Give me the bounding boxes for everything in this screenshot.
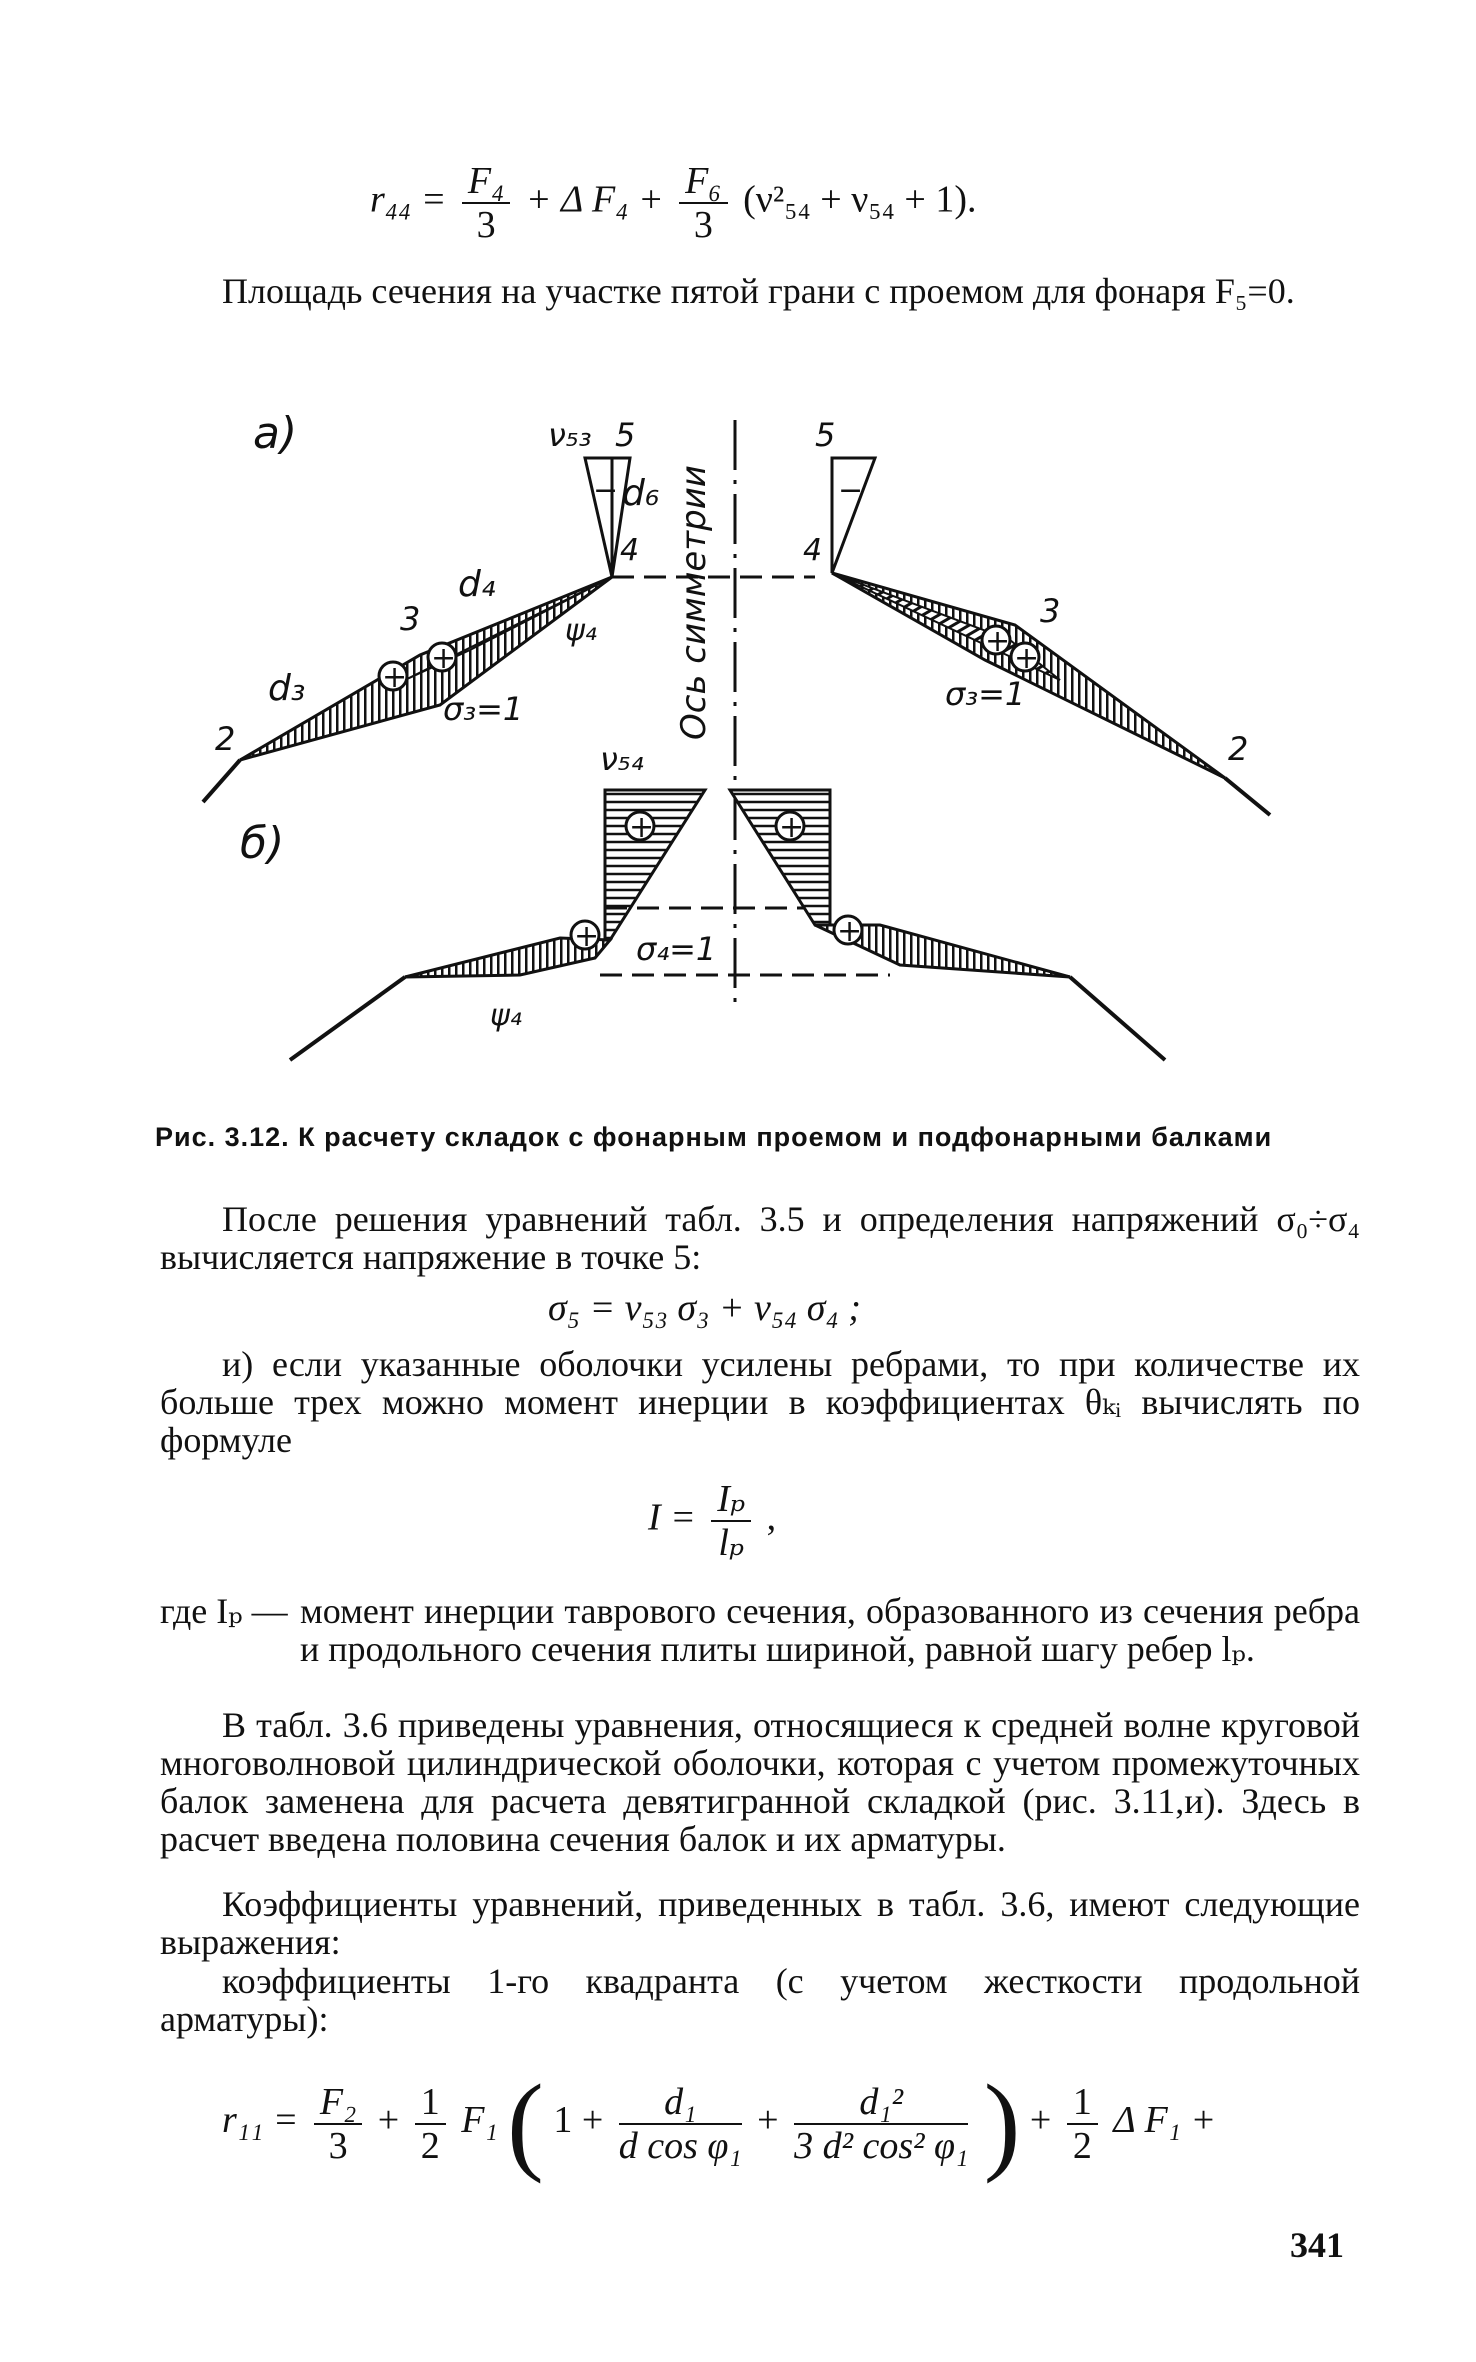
svg-text:5: 5 — [615, 416, 636, 454]
fraction: $\frac{\text{F₄}}{3}$ — [462, 160, 510, 246]
svg-text:5: 5 — [815, 416, 836, 454]
formula-sigma5: σ₅ = ν₅₃ σ₃ + ν₅₄ σ₄ ; — [548, 1287, 861, 1329]
svg-text:σ₃=1: σ₃=1 — [945, 675, 1026, 713]
fraction: $\frac{\text{F₆}}{3}$ — [679, 160, 727, 246]
formula-I: I = $\frac{\text{Iₚ}}{\text{lₚ}}$ , — [648, 1478, 777, 1564]
svg-text:2: 2 — [1228, 730, 1249, 768]
paragraph-7: коэффициенты 1-го квадранта (с учетом жесткости продольной арматуры): — [160, 1961, 1360, 2039]
svg-text:+: + — [1014, 641, 1040, 676]
svg-text:−: − — [838, 473, 864, 508]
fraction: $\frac{\text{d₁}}{\text{d cos φ₁}}$ — [618, 2080, 742, 2167]
svg-text:ψ₄: ψ₄ — [565, 613, 597, 648]
svg-text:3: 3 — [1040, 592, 1061, 630]
label-a: а) — [253, 408, 298, 459]
paragraph-6: Коэффициенты уравнений, приведенных в табл. 3.6, имеют следующие выражения: — [160, 1884, 1360, 1962]
svg-text:−: − — [593, 473, 619, 508]
shell-line — [290, 977, 405, 1060]
svg-text:σ₄=1: σ₄=1 — [636, 930, 717, 968]
svg-text:d₆: d₆ — [622, 473, 660, 514]
svg-text:2: 2 — [215, 720, 236, 758]
shell-line — [1225, 778, 1270, 815]
formula-r44-tail: (ν²₅₄ + ν₅₄ + 1). — [743, 178, 977, 221]
shell-line — [203, 760, 240, 802]
formula-r44 — [370, 160, 976, 246]
paragraph-3: и) если указанные оболочки усилены ребрами, то при количестве их больше трех можно момент инерции в коэффициентах θₖᵢ вычислять по формуле — [160, 1344, 1360, 1460]
formula-r11: r₁₁ = $\frac{\text{F₂}}{3}$ + $\frac{1}{2}$ F₁ ( 1 + $\frac{\text{d₁}}{\text{d cos φ₁}}$ + $\frac{\text{d₁²}}{\text{3 d² cos² φ₁}}$ ) + $\frac{1}{2}$ Δ F₁ + — [222, 2062, 1217, 2184]
figure-3-12 — [180, 400, 1320, 1090]
svg-text:σ₃=1: σ₃=1 — [443, 690, 524, 728]
svg-text:4: 4 — [803, 533, 823, 568]
svg-text:d₃: d₃ — [268, 668, 306, 709]
fraction: $\frac{1}{2}$ — [415, 2081, 446, 2167]
svg-text:+: + — [629, 810, 655, 845]
formula-r44-mid: + Δ F₄ + — [525, 178, 664, 221]
paragraph-2: После решения уравнений табл. 3.5 и определения напряжений σ₀÷σ₄ вычисляется напряжение в точке 5: — [160, 1199, 1360, 1277]
axis-label: Ось симметрии — [674, 465, 714, 740]
paragraph-4-head: где Iₚ — — [160, 1591, 288, 1631]
formula-r44-lhs: r₄₄ = — [370, 178, 447, 221]
svg-text:ν₅₃: ν₅₃ — [548, 416, 592, 454]
svg-text:+: + — [574, 919, 600, 954]
figure-caption: Рис. 3.12. К расчету складок с фонарным проемом и подфонарными балками — [155, 1122, 1273, 1152]
svg-text:ψ₄: ψ₄ — [490, 998, 522, 1033]
svg-text:+: + — [985, 624, 1011, 659]
fraction: $\frac{\text{F₂}}{3}$ — [314, 2081, 362, 2167]
fraction: $\frac{\text{Iₚ}}{\text{lₚ}}$ — [711, 1478, 751, 1564]
page-number: 341 — [1290, 2225, 1344, 2265]
paragraph-5: В табл. 3.6 приведены уравнения, относящиеся к средней волне круговой многоволновой цилиндрической оболочки, которая с учетом промежуточных балок заменена для расчета девятигранной складкой (рис. 3.11,и). Здесь в расчет введена половина сечения балок и их арматуры. — [160, 1705, 1360, 1859]
fraction: $\frac{1}{2}$ — [1067, 2081, 1098, 2167]
label-b: б) — [240, 818, 285, 869]
svg-text:+: + — [382, 660, 408, 695]
paragraph-1: Площадь сечения на участке пятой грани с проемом для фонаря F₅=0. — [222, 271, 1295, 311]
svg-text:+: + — [779, 810, 805, 845]
svg-text:ν₅₄: ν₅₄ — [600, 740, 644, 778]
svg-text:+: + — [431, 641, 457, 676]
shell-line — [1070, 977, 1165, 1060]
paragraph-4-body: момент инерции таврового сечения, образованного из сечения ребра и продольного сечения плиты шириной, равной шагу ребер lₚ. — [300, 1591, 1360, 1669]
stress-triangle-b — [605, 790, 705, 940]
paragraph-4 — [160, 1592, 1360, 1668]
fraction: $\frac{\text{d₁²}}{\text{3 d² cos² φ₁}}$ — [794, 2080, 969, 2167]
svg-text:3: 3 — [400, 600, 421, 638]
svg-text:d₄: d₄ — [458, 564, 496, 605]
svg-text:+: + — [837, 914, 863, 949]
svg-text:4: 4 — [620, 533, 640, 568]
